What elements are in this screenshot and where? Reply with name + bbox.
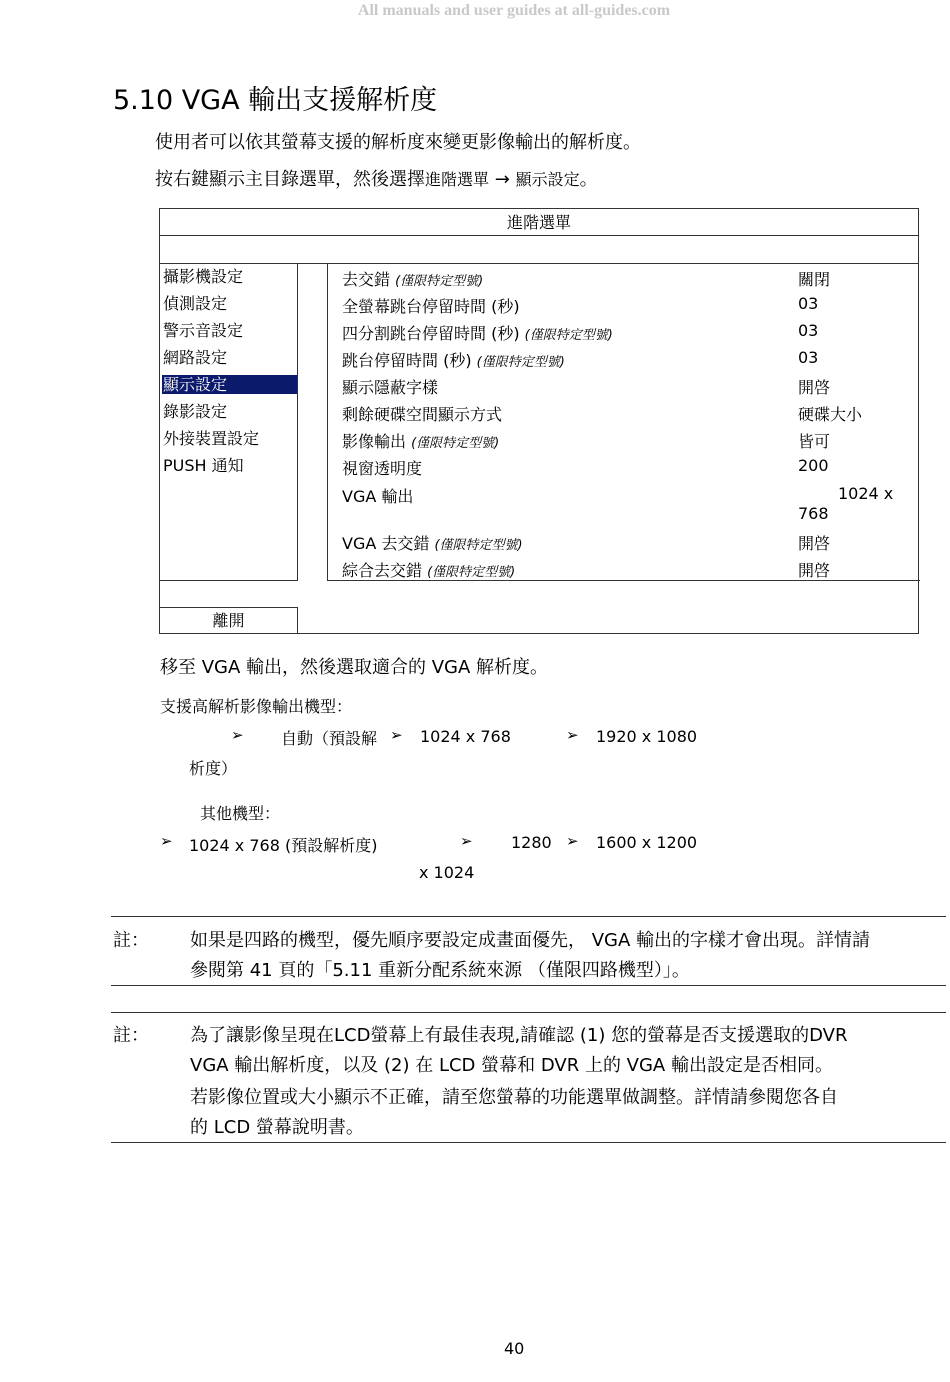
advanced-menu bbox=[159, 208, 919, 634]
instruction-paragraph bbox=[155, 165, 598, 191]
setting-value: 1024 x bbox=[838, 484, 894, 503]
other-item-1600: 1600 x 1200 bbox=[596, 833, 698, 852]
setting-value: 03 bbox=[798, 321, 819, 340]
setting-value: 200 bbox=[798, 456, 829, 475]
sidebar-item-record[interactable]: 錄影設定 bbox=[163, 402, 228, 421]
setting-note: (僅限特定型號) bbox=[395, 274, 484, 289]
page-number: 40 bbox=[504, 1339, 525, 1358]
note1-line1: 如果是四路的機型，優先順序要設定成畫面優先， VGA 輸出的字樣才會出現。詳情請 bbox=[190, 930, 871, 951]
note-divider bbox=[111, 985, 946, 986]
setting-value: 開啓 bbox=[798, 378, 831, 397]
setting-value: 關閉 bbox=[798, 270, 831, 289]
setting-label: 四分割跳台停留時間 (秒) bbox=[342, 324, 520, 343]
note1-label: 註： bbox=[113, 930, 149, 951]
sidebar-item-display[interactable]: 顯示設定 bbox=[162, 375, 297, 394]
menu-title: 進階選單 bbox=[160, 209, 918, 236]
bullet-arrow-icon: ➢ bbox=[231, 726, 244, 744]
setting-label: 剩餘硬碟空間顯示方式 bbox=[342, 405, 503, 424]
sidebar-item-camera[interactable]: 攝影機設定 bbox=[163, 267, 244, 286]
setting-value: 開啓 bbox=[798, 534, 831, 553]
hd-models-heading: 支援高解析影像輸出機型： bbox=[160, 697, 353, 716]
note2-line1: 為了讓影像呈現在LCD螢幕上有最佳表現,請確認 (1) 您的螢幕是否支援選取的DVR bbox=[190, 1025, 848, 1046]
bullet-arrow-icon: ➢ bbox=[160, 832, 173, 850]
exit-button[interactable]: 離開 bbox=[160, 607, 298, 634]
setting-label: 影像輸出 bbox=[342, 432, 407, 451]
hd-item-auto: 自動（預設解 bbox=[281, 729, 378, 748]
sidebar-item-push[interactable]: PUSH 通知 bbox=[163, 456, 244, 475]
menu-settings-panel bbox=[327, 263, 920, 581]
sidebar-item-network[interactable]: 網路設定 bbox=[163, 348, 228, 367]
setting-value: 03 bbox=[798, 348, 819, 367]
bullet-arrow-icon: ➢ bbox=[460, 832, 473, 850]
note2-line4: 的 LCD 螢幕說明書。 bbox=[190, 1117, 364, 1138]
setting-label: 顯示隱蔽字樣 bbox=[342, 378, 439, 397]
sidebar-item-detection[interactable]: 偵測設定 bbox=[163, 294, 228, 313]
hd-item-1024: 1024 x 768 bbox=[420, 727, 511, 746]
setting-note: (僅限特定型號) bbox=[411, 436, 500, 451]
setting-label: 綜合去交錯 bbox=[342, 561, 423, 580]
note2-line3: 若影像位置或大小顯示不正確，請至您螢幕的功能選單做調整。詳情請參閱您各自 bbox=[190, 1087, 838, 1108]
other-item-1280-cont: x 1024 bbox=[419, 863, 475, 882]
section-title: 5.10 VGA 輸出支援解析度 bbox=[113, 85, 438, 116]
instruction-prefix: 按右鍵顯示主目錄選單，然後選擇 bbox=[155, 169, 425, 190]
bullet-arrow-icon: ➢ bbox=[566, 832, 579, 850]
after-menu-paragraph: 移至 VGA 輸出，然後選取適合的 VGA 解析度。 bbox=[160, 657, 549, 678]
instruction-target: 顯示設定 bbox=[515, 170, 580, 189]
intro-paragraph: 使用者可以依其螢幕支援的解析度來變更影像輸出的解析度。 bbox=[155, 132, 641, 153]
note2-label: 註： bbox=[113, 1025, 149, 1046]
sidebar-item-alert[interactable]: 警示音設定 bbox=[163, 321, 244, 340]
arrow-icon: → bbox=[494, 169, 510, 190]
setting-label: 跳台停留時間 (秒) bbox=[342, 351, 472, 370]
note-divider bbox=[111, 1012, 946, 1013]
setting-label: VGA 輸出 bbox=[342, 487, 414, 506]
setting-note: (僅限特定型號) bbox=[524, 328, 613, 343]
bullet-arrow-icon: ➢ bbox=[390, 726, 403, 744]
setting-label: VGA 去交錯 bbox=[342, 534, 430, 553]
setting-label: 視窗透明度 bbox=[342, 459, 423, 478]
setting-value: 硬碟大小 bbox=[798, 405, 863, 424]
setting-note: (僅限特定型號) bbox=[434, 538, 523, 553]
note-divider bbox=[111, 916, 946, 917]
setting-value: 開啓 bbox=[798, 561, 831, 580]
hd-item-auto-cont: 析度） bbox=[189, 759, 238, 778]
other-models-heading: 其他機型： bbox=[200, 804, 281, 823]
watermark: All manuals and user guides at all-guides.com bbox=[357, 2, 671, 19]
bullet-arrow-icon: ➢ bbox=[566, 726, 579, 744]
instruction-menu: 進階選單 bbox=[425, 170, 490, 189]
setting-label: 全螢幕跳台停留時間 (秒) bbox=[342, 297, 520, 316]
note-divider bbox=[111, 1142, 946, 1143]
setting-value-line2: 768 bbox=[798, 504, 829, 523]
other-item-1024: 1024 x 768 (預設解析度) bbox=[189, 836, 378, 855]
other-item-1280: 1280 bbox=[511, 833, 552, 852]
note1-line2: 參閱第 41 頁的「5.11 重新分配系統來源 （僅限四路機型）」。 bbox=[190, 960, 690, 981]
setting-value: 03 bbox=[798, 294, 819, 313]
menu-sidebar bbox=[160, 263, 298, 581]
hd-item-1920: 1920 x 1080 bbox=[596, 727, 698, 746]
sidebar-item-devices[interactable]: 外接裝置設定 bbox=[163, 429, 260, 448]
setting-label: 去交錯 bbox=[342, 270, 391, 289]
note2-line2: VGA 輸出解析度，以及 (2) 在 LCD 螢幕和 DVR 上的 VGA 輸出設定是否相同。 bbox=[190, 1055, 833, 1076]
instruction-end: 。 bbox=[579, 169, 598, 190]
setting-note: (僅限特定型號) bbox=[476, 355, 565, 370]
setting-value: 皆可 bbox=[798, 432, 831, 451]
setting-note: (僅限特定型號) bbox=[427, 565, 516, 580]
